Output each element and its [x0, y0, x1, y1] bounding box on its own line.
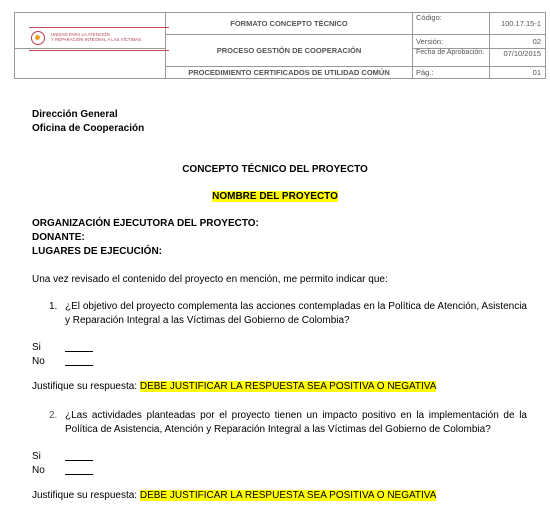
justify-row [32, 489, 436, 503]
process-title: PROCESO GESTIÓN DE COOPERACIÓN [166, 35, 413, 67]
no-option [32, 355, 45, 369]
project-name-placeholder: NOMBRE DEL PROYECTO [212, 191, 338, 202]
seal-icon [31, 31, 45, 45]
direction-line: Dirección General [32, 109, 118, 120]
no-label: No [32, 356, 45, 367]
institution-logo [29, 27, 169, 51]
procedure-title: PROCEDIMIENTO CERTIFICADOS DE UTILIDAD COMÚN [166, 67, 413, 79]
project-name-row [0, 190, 550, 204]
no-label: No [32, 465, 45, 476]
intro-paragraph: Una vez revisado el contenido del proyecto en mención, me permito indicar que: [32, 274, 388, 285]
code-value: 100.17.15-1 [490, 13, 546, 35]
yes-answer-blank[interactable] [65, 451, 93, 461]
no-answer-blank[interactable] [65, 356, 93, 366]
no-option [32, 464, 45, 478]
page-label: Pág.: [413, 67, 490, 79]
logo-text-line1: UNIDAD PARA LA ATENCIÓN [51, 32, 110, 37]
document-header [14, 12, 546, 79]
question-number: 2. [49, 410, 58, 421]
office-line: Oficina de Cooperación [32, 123, 145, 134]
justify-highlight: DEBE JUSTIFICAR LA RESPUESTA SEA POSITIVA O NEGATIVA [139, 490, 437, 501]
code-label: Código: [413, 13, 490, 35]
justify-label: Justifique su respuesta: [32, 381, 138, 392]
places-label: LUGARES DE EJECUCIÓN: [32, 246, 163, 257]
page-value: 01 [490, 67, 546, 79]
question-text: ¿El objetivo del proyecto complementa las acciones contempladas en la Política de Atención, Asistencia y Reparación Integral a las Víctimas del Gobierno de Colombia? [65, 301, 527, 326]
yes-label: Si [32, 451, 41, 462]
logo-cell-lower [15, 49, 166, 79]
yes-answer-blank[interactable] [65, 342, 93, 352]
logo-text-line2: Y REPARACIÓN INTEGRAL A LAS VÍCTIMAS [51, 37, 142, 43]
question-text: ¿Las actividades planteadas por el proyecto tienen un impacto positivo en la implementación de la Política de Asistencia, Atención y Reparación Integral a las Víctimas del Gobierno de Colombia? [65, 410, 527, 435]
justify-row [32, 380, 436, 394]
logo-cell [15, 13, 166, 49]
org-label: ORGANIZACIÓN EJECUTORA DEL PROYECTO: [32, 218, 259, 229]
yes-label: Si [32, 342, 41, 353]
justify-label: Justifique su respuesta: [32, 490, 138, 501]
date-value: 07/10/2015 [490, 49, 546, 67]
justify-highlight: DEBE JUSTIFICAR LA RESPUESTA SEA POSITIVA O NEGATIVA [139, 381, 437, 392]
version-label: Versión: [413, 35, 490, 49]
date-label: Fecha de Aprobación: [413, 49, 490, 67]
version-value: 02 [490, 35, 546, 49]
document-main-title: CONCEPTO TÉCNICO DEL PROYECTO [182, 164, 368, 175]
yes-option [32, 450, 41, 464]
yes-option [32, 341, 41, 355]
donor-label: DONANTE: [32, 232, 85, 243]
question-number: 1. [49, 301, 58, 312]
format-title: FORMATO CONCEPTO TÉCNICO [166, 13, 413, 35]
no-answer-blank[interactable] [65, 465, 93, 475]
